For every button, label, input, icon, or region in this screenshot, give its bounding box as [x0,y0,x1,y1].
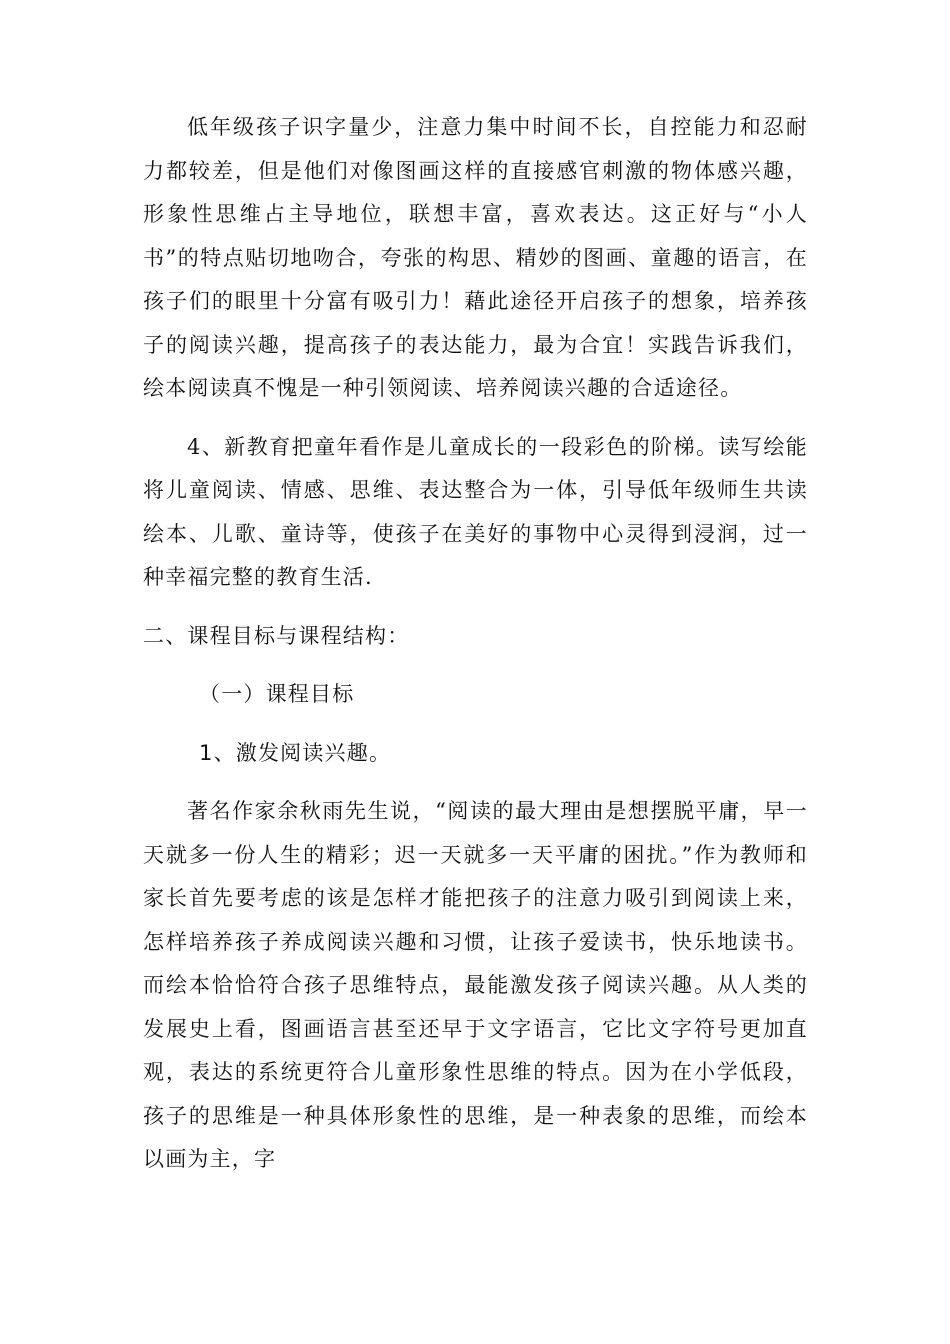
subsection-heading-course-goals: （一）课程目标 [199,682,355,706]
paragraph-yu-qiuyu-quote: 著名作家余秋雨先生说，“阅读的最大理由是想摆脱平庸，早一天就多一份人生的精彩；迟一天就多一天平庸的困扰。”作为教师和家长首先要考虑的该是怎样才能把孩子的注意力吸引到阅读上来，怎样培养孩子养成阅读兴趣和习惯，让孩子爱读书，快乐地读书。而绘本恰恰符合孩子思维特点，最能激发孩子阅读兴趣。从人类的发展史上看，图画语言甚至还早于文字语言，它比文字符号更加直观，表达的系统更符合儿童形象性思维的特点。因为在小学低段，孩子的思维是一种具体形象性的思维，是一种表象的思维，而绘本以画为主，字 [143,799,808,1171]
item-heading-text: 、激发阅读兴趣。 [213,740,392,765]
document-page [143,106,808,1182]
item-heading-stimulate-reading-interest [143,732,808,776]
paragraph-new-education: 4、新教育把童年看作是儿童成长的一段彩色的阶梯。读写绘能将儿童阅读、情感、思维、表达整合为一体，引导低年级师生共读绘本、儿歌、童诗等，使孩子在美好的事物中心灵得到浸润，过一种幸福完整的教育生活. [143,434,808,589]
section-heading-course-goals-structure: 二、课程目标与课程结构： [143,623,410,648]
item-number: 1 [199,740,214,765]
paragraph-picture-book-interest: 低年级孩子识字量少，注意力集中时间不长，自控能力和忍耐力都较差，但是他们对像图画这样的直接感官刺激的物体感兴趣，形象性思维占主导地位，联想丰富，喜欢表达。这正好与“小人书”的特点贴切地吻合，夸张的构思、精妙的图画、童趣的语言，在孩子们的眼里十分富有吸引力！藉此途径开启孩子的想象，培养孩子的阅读兴趣，提高孩子的表达能力，最为合宜！实践告诉我们，绘本阅读真不愧是一种引领阅读、培养阅读兴趣的合适途径。 [143,115,808,400]
